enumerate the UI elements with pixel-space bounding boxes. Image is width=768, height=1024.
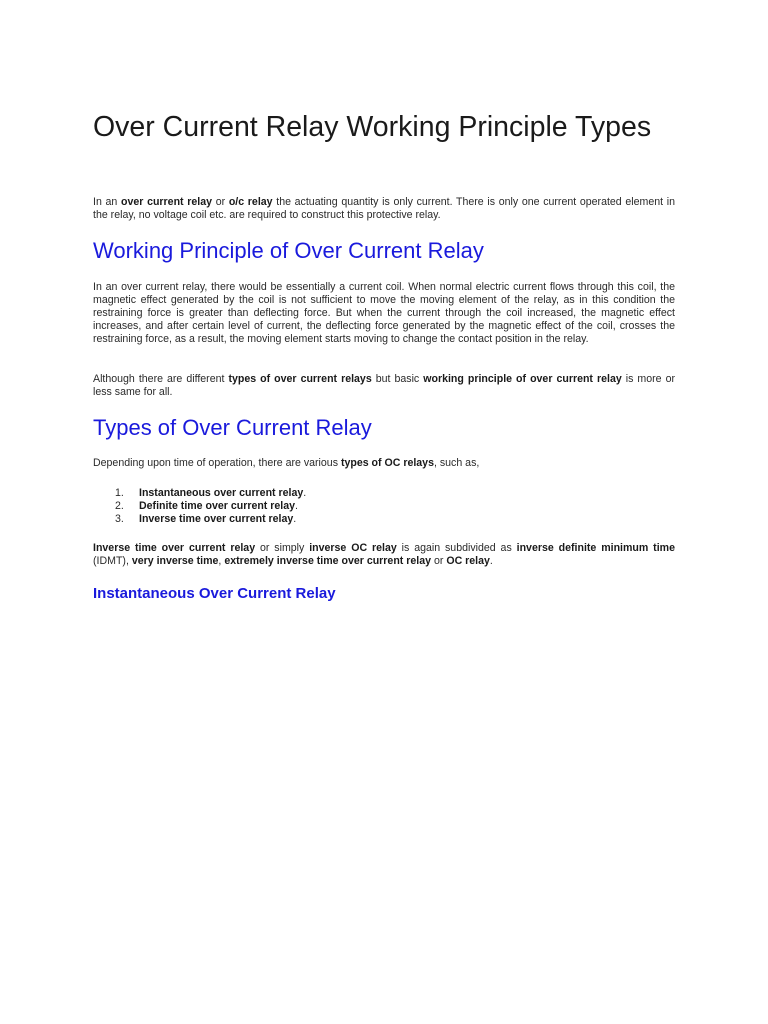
lead-text: , such as,	[433, 457, 480, 469]
intro-text: In an	[93, 196, 121, 208]
inverse-bold-term: OC relay	[446, 554, 490, 567]
page-title: Over Current Relay Working Principle Types	[93, 111, 652, 143]
working-principle-paragraph: In an over current relay, there would be essentially a current coil. When normal electric current flows through this coil, the magnetic effect generated by the coil is not sufficient to move the moving element of the relay, as in this condition the restraining force is greater than deflecting force. But when the current through the coil increased, the magnetic effect increases, and after certain level of current, the deflecting force generated by the magnetic effect of the coil, crosses the restraining force, as a result, the moving element starts moving to change the contact position in the relay.	[93, 281, 675, 345]
inverse-text: ,	[218, 554, 225, 567]
list-number: 1.	[115, 487, 124, 499]
summary-bold-term: types of over current relays	[228, 373, 372, 385]
lead-text: Depending upon time of operation, there are various	[93, 457, 341, 469]
list-item-end: .	[293, 512, 297, 525]
inverse-bold-term: inverse definite minimum time	[516, 542, 675, 554]
inverse-time-paragraph	[93, 542, 675, 568]
summary-text: is more or less same for all.	[93, 373, 675, 398]
relay-types-list	[93, 487, 306, 526]
types-summary-paragraph	[93, 373, 675, 399]
inverse-text: or simply	[255, 542, 310, 554]
list-item	[93, 513, 306, 526]
list-item-end: .	[295, 499, 298, 512]
list-item-label: Inverse time over current relay	[139, 512, 294, 525]
inverse-text: or	[431, 554, 447, 567]
list-number: 3.	[115, 512, 124, 525]
types-lead-paragraph	[93, 457, 675, 470]
summary-text: but basic	[371, 373, 424, 385]
intro-text: the actuating quantity is only current. There is only one current operated element in the relay, no voltage coil etc. are required to construct this protective relay.	[93, 196, 675, 221]
inverse-text: .	[489, 554, 493, 567]
inverse-text: is again subdivided as	[396, 542, 517, 554]
inverse-bold-term: very inverse time	[131, 554, 219, 567]
list-item-label: Definite time over current relay	[139, 499, 296, 512]
list-number: 2.	[115, 499, 124, 512]
list-item-label: Instantaneous over current relay	[139, 487, 304, 499]
section-heading-instantaneous: Instantaneous Over Current Relay	[93, 585, 336, 602]
inverse-bold-term: extremely inverse time over current relay	[224, 554, 432, 567]
section-heading-working-principle: Working Principle of Over Current Relay	[93, 238, 484, 263]
list-item-end: .	[303, 487, 307, 499]
lead-bold-term: types of OC relays	[340, 457, 434, 469]
intro-bold-term: over current relay	[121, 196, 212, 208]
list-item	[93, 487, 306, 500]
inverse-bold-term: inverse OC relay	[309, 542, 397, 554]
intro-bold-term: o/c relay	[228, 196, 273, 208]
intro-text: or	[212, 196, 229, 208]
summary-text: Although there are different	[93, 373, 229, 385]
section-heading-types: Types of Over Current Relay	[93, 415, 372, 440]
list-item	[93, 500, 306, 513]
inverse-bold-term: Inverse time over current relay	[93, 542, 256, 554]
inverse-text: (IDMT),	[93, 554, 132, 567]
intro-paragraph	[93, 196, 675, 222]
summary-bold-term: working principle of over current relay	[423, 373, 622, 385]
